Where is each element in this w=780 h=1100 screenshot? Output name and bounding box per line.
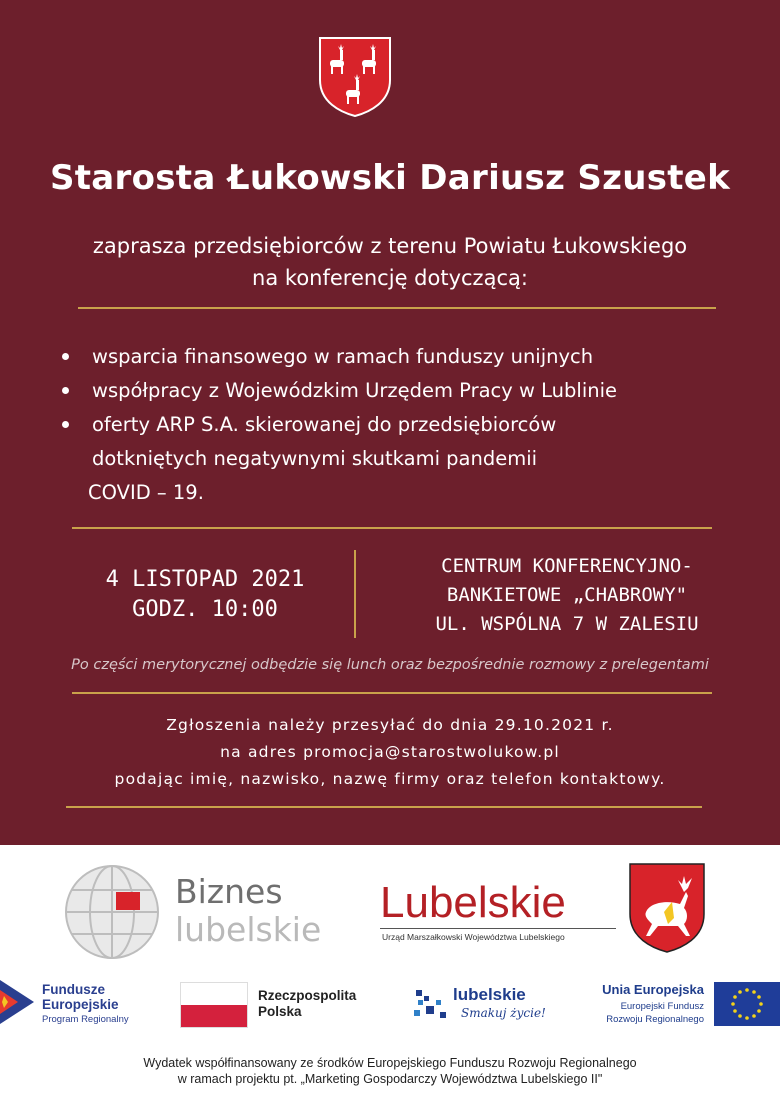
registration-line: Zgłoszenia należy przesyłać do dnia 29.10.2021 r. bbox=[166, 716, 614, 734]
eu-flag-icon bbox=[714, 982, 780, 1026]
eu-fund-line: Rozwoju Regionalnego bbox=[606, 1014, 704, 1025]
eu-fund-text bbox=[560, 1000, 704, 1026]
divider bbox=[72, 692, 712, 694]
event-date-text: 4 LISTOPAD 2021 bbox=[105, 567, 305, 592]
invitation-line: zaprasza przedsiębiorców z terenu Powiatu Łukowskiego bbox=[92, 234, 688, 258]
rp-line: Polska bbox=[258, 1004, 302, 1019]
venue-line: BANKIETOWE „CHABROWY" bbox=[446, 584, 688, 606]
lubelskie-logo-text: Lubelskie bbox=[380, 878, 566, 927]
rp-line: Rzeczpospolita bbox=[258, 988, 357, 1003]
eu-fund-line: Europejski Fundusz bbox=[620, 1001, 704, 1012]
lubelskie-logo-subtitle: Urząd Marszałkowski Województwa Lubelskiego bbox=[382, 932, 565, 942]
list-item: współpracy z Wojewódzkim Urzędem Pracy w Lublinie bbox=[62, 374, 752, 408]
divider bbox=[78, 307, 716, 309]
eu-funds-logo-text bbox=[42, 982, 119, 1012]
eu-funds-program: Program Regionalny bbox=[42, 1014, 129, 1025]
lubelskie-tourism-slogan: Smakuj życie! bbox=[461, 1006, 546, 1020]
biznes-logo-text: lubelskie bbox=[175, 910, 322, 949]
footer-line: w ramach projektu pt. „Marketing Gospodarczy Województwa Lubelskiego II" bbox=[177, 1072, 603, 1086]
lukow-coat-of-arms-icon bbox=[318, 36, 392, 118]
eu-funds-star-icon bbox=[0, 972, 34, 1032]
list-item-continuation: COVID – 19. bbox=[88, 481, 204, 504]
divider bbox=[380, 928, 616, 929]
vertical-divider bbox=[354, 550, 356, 638]
list-item: oferty ARP S.A. skierowanej do przedsiębiorców bbox=[62, 408, 752, 442]
registration-line: podając imię, nazwisko, nazwę firmy oraz telefon kontaktowy. bbox=[114, 770, 666, 788]
venue-line: CENTRUM KONFERENCYJNO- bbox=[441, 555, 693, 577]
eu-logo-text: Unia Europejska bbox=[602, 982, 704, 997]
event-date bbox=[60, 565, 350, 625]
invitation-line: na konferencję dotyczącą: bbox=[252, 266, 528, 290]
topic-list bbox=[62, 340, 752, 510]
list-item: wsparcia finansowego w ramach funduszy unijnych bbox=[62, 340, 752, 374]
lubelskie-tourism-text: lubelskie bbox=[453, 985, 526, 1004]
venue-line: UL. WSPÓLNA 7 W ZALESIU bbox=[435, 613, 699, 635]
page-title: Starosta Łukowski Dariusz Szustek bbox=[49, 158, 731, 198]
registration-line: na adres promocja@starostwolukow.pl bbox=[220, 743, 560, 761]
invitation-text bbox=[0, 230, 780, 294]
eu-funds-line: Europejskie bbox=[42, 997, 119, 1012]
lunch-note: Po części merytorycznej odbędzie się lunch oraz bezpośrednie rozmowy z prelegentami bbox=[71, 657, 709, 673]
divider bbox=[72, 527, 712, 529]
list-item-continuation: dotkniętych negatywnymi skutkami pandemii bbox=[92, 447, 538, 470]
eu-funds-line: Fundusze bbox=[42, 982, 105, 997]
footer-line: Wydatek współfinansowany ze środków Europejskiego Funduszu Rozwoju Regionalnego bbox=[143, 1056, 637, 1070]
rp-logo-text bbox=[258, 988, 356, 1020]
lubelskie-coat-of-arms-icon bbox=[628, 862, 706, 954]
lubelskie-tourism-icon bbox=[412, 986, 450, 1022]
biznes-lubelskie-globe-icon bbox=[60, 862, 164, 962]
event-time-text: GODZ. 10:00 bbox=[132, 597, 278, 622]
cofinancing-footer bbox=[0, 1055, 780, 1087]
event-venue bbox=[372, 552, 762, 639]
biznes-logo-text: Biznes bbox=[175, 872, 283, 911]
polish-flag-icon bbox=[180, 982, 248, 1028]
registration-info bbox=[0, 712, 780, 793]
divider bbox=[66, 806, 702, 808]
